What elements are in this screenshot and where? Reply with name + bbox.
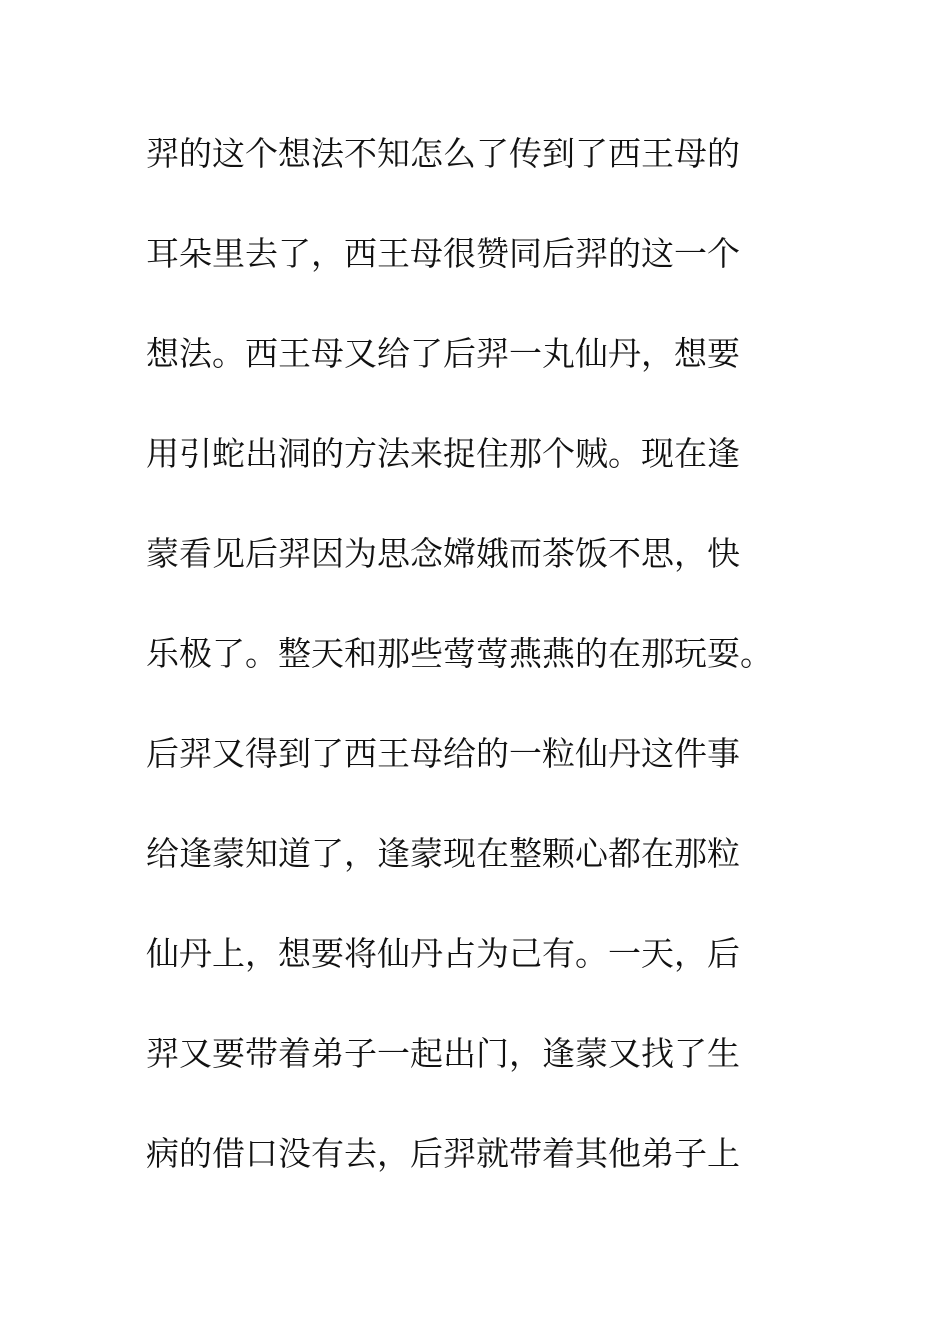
- text-line: 羿的这个想法不知怎么了传到了西王母的: [146, 134, 740, 173]
- text-line: 病的借口没有去，后羿就带着其他弟子上: [146, 1134, 740, 1173]
- text-line: 蒙看见后羿因为思念嫦娥而茶饭不思，快: [146, 534, 740, 573]
- text-line: 耳朵里去了，西王母很赞同后羿的这一个: [146, 234, 740, 273]
- text-line: 羿又要带着弟子一起出门，逢蒙又找了生: [146, 1034, 740, 1073]
- text-line: 后羿又得到了西王母给的一粒仙丹这件事: [146, 734, 740, 773]
- text-line: 仙丹上，想要将仙丹占为己有。一天，后: [146, 934, 740, 973]
- text-line: 想法。西王母又给了后羿一丸仙丹，想要: [146, 334, 740, 373]
- text-line: 乐极了。整天和那些莺莺燕燕的在那玩耍。: [146, 634, 773, 673]
- text-line: 给逢蒙知道了，逢蒙现在整颗心都在那粒: [146, 834, 740, 873]
- body-text: [146, 125, 846, 1225]
- text-line: 用引蛇出洞的方法来捉住那个贼。现在逢: [146, 434, 740, 473]
